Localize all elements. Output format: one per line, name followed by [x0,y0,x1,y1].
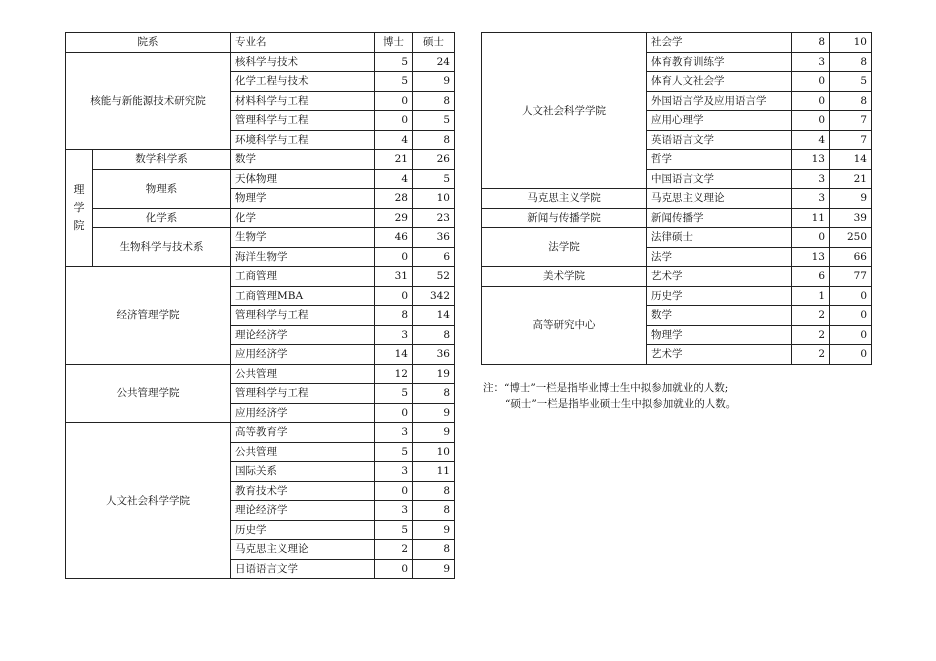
dept-cell: 人文社会科学学院 [482,33,647,189]
dept-cell: 法学院 [482,228,647,267]
master-count-cell: 8 [413,481,455,501]
major-cell: 物理学 [231,189,375,209]
table-row [66,169,455,189]
master-count-cell: 0 [830,286,872,306]
phd-count-cell: 46 [375,228,413,248]
dept-cell: 美术学院 [482,267,647,287]
major-cell: 艺术学 [647,267,792,287]
major-cell: 物理学 [647,325,792,345]
major-cell: 应用心理学 [647,111,792,131]
master-count-cell: 7 [830,130,872,150]
phd-count-cell: 4 [375,169,413,189]
major-cell: 应用经济学 [231,403,375,423]
table-row [66,208,455,228]
major-cell: 历史学 [647,286,792,306]
phd-count-cell: 3 [375,423,413,443]
master-count-cell: 7 [830,111,872,131]
master-count-cell: 8 [413,91,455,111]
major-cell: 理论经济学 [231,501,375,521]
footnote [483,380,736,412]
phd-count-cell: 5 [375,442,413,462]
master-count-cell: 36 [413,345,455,365]
major-cell: 公共管理 [231,442,375,462]
table-row [66,423,455,443]
major-cell: 海洋生物学 [231,247,375,267]
phd-count-cell: 6 [792,267,830,287]
phd-count-cell: 3 [792,189,830,209]
phd-count-cell: 0 [792,228,830,248]
phd-count-cell: 1 [792,286,830,306]
master-count-cell: 8 [830,52,872,72]
phd-count-cell: 0 [375,481,413,501]
major-cell: 生物学 [231,228,375,248]
major-cell: 日语语言文学 [231,559,375,579]
phd-count-cell: 4 [792,130,830,150]
major-cell: 环境科学与工程 [231,130,375,150]
master-count-cell: 14 [413,306,455,326]
phd-count-cell: 3 [375,325,413,345]
master-count-cell: 5 [830,72,872,92]
master-count-cell: 5 [413,169,455,189]
master-count-cell: 8 [413,130,455,150]
major-cell: 艺术学 [647,345,792,365]
master-count-cell: 8 [413,501,455,521]
dept-cell: 经济管理学院 [66,267,231,365]
master-count-cell: 9 [413,403,455,423]
phd-count-cell: 29 [375,208,413,228]
master-count-cell: 9 [413,72,455,92]
phd-count-cell: 8 [792,33,830,53]
phd-count-cell: 5 [375,52,413,72]
major-cell: 核科学与技术 [231,52,375,72]
major-cell: 体育人文社会学 [647,72,792,92]
master-count-cell: 6 [413,247,455,267]
master-count-cell: 36 [413,228,455,248]
phd-count-cell: 3 [375,462,413,482]
major-cell: 法学 [647,247,792,267]
major-cell: 理论经济学 [231,325,375,345]
major-cell: 管理科学与工程 [231,111,375,131]
major-cell: 高等教育学 [231,423,375,443]
master-count-cell: 66 [830,247,872,267]
table-row [66,364,455,384]
master-count-cell: 0 [830,306,872,326]
major-cell: 国际关系 [231,462,375,482]
phd-count-cell: 13 [792,150,830,170]
major-cell: 化学工程与技术 [231,72,375,92]
major-cell: 数学 [231,150,375,170]
master-count-cell: 9 [413,520,455,540]
master-count-cell: 14 [830,150,872,170]
phd-count-cell: 5 [375,384,413,404]
table-row [482,286,872,306]
phd-count-cell: 0 [375,559,413,579]
master-count-cell: 8 [413,540,455,560]
phd-count-cell: 2 [792,306,830,326]
master-count-cell: 26 [413,150,455,170]
footnote-line-2: “硕士”一栏是指毕业硕士生中拟参加就业的人数。 [505,398,737,410]
master-count-cell: 8 [830,91,872,111]
master-count-cell: 342 [413,286,455,306]
major-cell: 工商管理MBA [231,286,375,306]
phd-count-cell: 13 [792,247,830,267]
master-count-cell: 8 [413,384,455,404]
employment-table-right [481,32,872,365]
master-count-cell: 0 [830,325,872,345]
major-cell: 管理科学与工程 [231,384,375,404]
header-master: 硕士 [413,33,455,53]
phd-count-cell: 12 [375,364,413,384]
phd-count-cell: 3 [375,501,413,521]
header-major: 专业名 [231,33,375,53]
master-count-cell: 10 [413,189,455,209]
major-cell: 应用经济学 [231,345,375,365]
dept-cell: 人文社会科学学院 [66,423,231,579]
master-count-cell: 19 [413,364,455,384]
major-cell: 化学 [231,208,375,228]
phd-count-cell: 0 [375,111,413,131]
major-cell: 数学 [647,306,792,326]
major-cell: 社会学 [647,33,792,53]
header-dept: 院系 [66,33,231,53]
phd-count-cell: 0 [375,403,413,423]
dept-cell: 公共管理学院 [66,364,231,423]
phd-count-cell: 0 [375,91,413,111]
table-header-row [66,33,455,53]
phd-count-cell: 3 [792,169,830,189]
major-cell: 材料科学与工程 [231,91,375,111]
employment-table-left [65,32,455,579]
major-cell: 公共管理 [231,364,375,384]
phd-count-cell: 11 [792,208,830,228]
table-row [66,267,455,287]
phd-count-cell: 8 [375,306,413,326]
major-cell: 外国语言学及应用语言学 [647,91,792,111]
phd-count-cell: 0 [792,91,830,111]
table-row [482,189,872,209]
header-phd: 博士 [375,33,413,53]
phd-count-cell: 5 [375,72,413,92]
major-cell: 天体物理 [231,169,375,189]
master-count-cell: 0 [830,345,872,365]
table-row [482,33,872,53]
master-count-cell: 10 [830,33,872,53]
dept-cell: 物理系 [93,169,231,208]
table-row [66,52,455,72]
major-cell: 管理科学与工程 [231,306,375,326]
science-label-char: 理 [73,183,85,196]
table-row [482,228,872,248]
phd-count-cell: 2 [375,540,413,560]
phd-count-cell: 0 [375,247,413,267]
major-cell: 马克思主义理论 [231,540,375,560]
master-count-cell: 39 [830,208,872,228]
master-count-cell: 9 [413,559,455,579]
master-count-cell: 21 [830,169,872,189]
major-cell: 法律硕士 [647,228,792,248]
phd-count-cell: 28 [375,189,413,209]
table-row [66,228,455,248]
major-cell: 新闻传播学 [647,208,792,228]
major-cell: 工商管理 [231,267,375,287]
table-row [66,150,455,170]
science-college-label [66,150,93,267]
master-count-cell: 77 [830,267,872,287]
footnote-line-1: 注：“博士”一栏是指毕业博士生中拟参加就业的人数; [483,382,729,394]
master-count-cell: 8 [413,325,455,345]
major-cell: 教育技术学 [231,481,375,501]
table-row [482,208,872,228]
master-count-cell: 250 [830,228,872,248]
phd-count-cell: 21 [375,150,413,170]
major-cell: 马克思主义理论 [647,189,792,209]
dept-cell: 数学科学系 [93,150,231,170]
phd-count-cell: 0 [792,111,830,131]
master-count-cell: 10 [413,442,455,462]
dept-cell: 马克思主义学院 [482,189,647,209]
phd-count-cell: 2 [792,325,830,345]
phd-count-cell: 4 [375,130,413,150]
major-cell: 英语语言文学 [647,130,792,150]
dept-cell: 新闻与传播学院 [482,208,647,228]
master-count-cell: 24 [413,52,455,72]
dept-cell: 核能与新能源技术研究院 [66,52,231,150]
phd-count-cell: 5 [375,520,413,540]
phd-count-cell: 2 [792,345,830,365]
major-cell: 体育教育训练学 [647,52,792,72]
phd-count-cell: 3 [792,52,830,72]
dept-cell: 生物科学与技术系 [93,228,231,267]
master-count-cell: 11 [413,462,455,482]
master-count-cell: 23 [413,208,455,228]
major-cell: 哲学 [647,150,792,170]
phd-count-cell: 0 [792,72,830,92]
science-label-char: 院 [73,219,85,232]
major-cell: 中国语言文学 [647,169,792,189]
master-count-cell: 9 [830,189,872,209]
table-row [482,267,872,287]
phd-count-cell: 14 [375,345,413,365]
phd-count-cell: 0 [375,286,413,306]
master-count-cell: 9 [413,423,455,443]
dept-cell: 化学系 [93,208,231,228]
master-count-cell: 52 [413,267,455,287]
master-count-cell: 5 [413,111,455,131]
dept-cell: 高等研究中心 [482,286,647,364]
phd-count-cell: 31 [375,267,413,287]
science-label-char: 学 [73,201,85,214]
major-cell: 历史学 [231,520,375,540]
